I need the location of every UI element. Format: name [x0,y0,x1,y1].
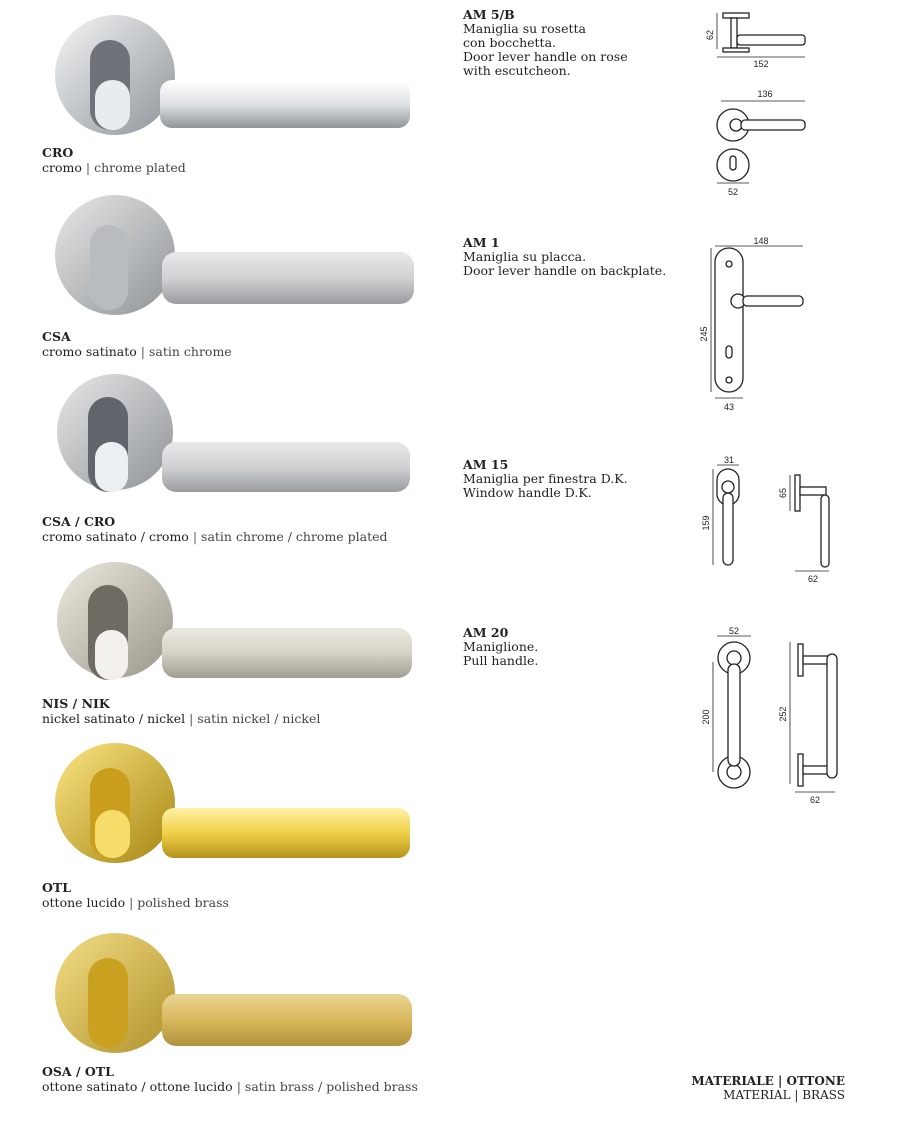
finish-name-en: polished brass [137,895,229,910]
handle-image-nis-nik [40,560,420,690]
finish-code: CSA [42,329,71,344]
drawing-am20 [695,624,845,809]
finish-code: CRO [42,145,74,160]
model-am1 [463,236,683,278]
finish-label-csa: CSA cromo satinato | satin chrome [42,329,232,359]
material-it: MATERIALE | OTTONE [691,1074,845,1088]
model-desc-line: with escutcheon. [463,63,571,78]
model-desc-line: Pull handle. [463,653,539,668]
handle-image-cro [40,10,420,140]
model-desc-line: Maniglia su rosetta [463,21,586,36]
dim-length: 252 [778,706,788,722]
dim-length: 152 [753,59,769,69]
finish-name-en: satin nickel / nickel [197,711,321,726]
finish-name-it: cromo satinato / cromo [42,529,189,544]
dim-height: 200 [701,709,711,725]
handle-image-csa-cro [40,372,420,502]
finish-name-it: cromo satinato [42,344,137,359]
finish-label-otl: OTL ottone lucido | polished brass [42,880,229,910]
dim-height: 245 [699,326,709,342]
model-am20 [463,626,683,668]
finish-name-en: satin brass / polished brass [244,1079,418,1094]
handle-image-otl [40,738,420,868]
dim-width: 148 [753,236,769,246]
finish-label-osa-otl: OSA / OTL ottone satinato / ottone lucido | satin brass / polished brass [42,1064,418,1094]
handle-image-osa-otl [40,928,420,1058]
model-am5b [463,8,683,78]
drawing-am1 [695,234,825,414]
finish-label-cro: CRO cromo | chrome plated [42,145,186,175]
model-am15 [463,458,683,500]
finish-code: OTL [42,880,71,895]
dim-width: 31 [723,455,735,465]
drawing-am15 [695,455,845,585]
finish-name-en: satin chrome / chrome plated [201,529,388,544]
model-code: AM 1 [463,235,500,250]
model-desc-line: Door lever handle on rose [463,49,628,64]
finish-code: CSA / CRO [42,514,116,529]
model-code: AM 15 [463,457,509,472]
finish-name-it: cromo [42,160,82,175]
dim-height: 62 [705,29,715,41]
finish-label-csa-cro: CSA / CRO cromo satinato / cromo | satin chrome / chrome plated [42,514,388,544]
model-desc-line: Window handle D.K. [463,485,592,500]
dim-depth: 65 [778,487,788,499]
finish-name-en: chrome plated [94,160,186,175]
model-code: AM 20 [463,625,509,640]
material-en: MATERIAL | BRASS [723,1088,845,1102]
model-desc-line: Maniglia su placca. [463,249,587,264]
dim-escutcheon: 52 [727,187,739,195]
model-desc-line: con bocchetta. [463,35,556,50]
finish-name-it: ottone satinato / ottone lucido [42,1079,233,1094]
material-footer [691,1074,845,1102]
finish-code: OSA / OTL [42,1064,114,1079]
handle-image-csa [40,190,420,320]
model-desc-line: Door lever handle on backplate. [463,263,667,278]
dim-height: 159 [701,515,711,531]
finish-name-it: ottone lucido [42,895,126,910]
model-desc-line: Maniglia per finestra D.K. [463,471,628,486]
model-code: AM 5/B [463,7,515,22]
finish-name-it: nickel satinato / nickel [42,711,186,726]
drawing-am5b [695,5,825,195]
dim-width: 136 [757,89,773,99]
dim-depth: 62 [809,795,821,805]
finish-label-nis-nik: NIS / NIK nickel satinato / nickel | satin nickel / nickel [42,696,321,726]
dim-side: 62 [807,574,819,584]
finish-code: NIS / NIK [42,696,110,711]
dim-plate: 43 [723,402,735,412]
model-desc-line: Maniglione. [463,639,539,654]
dim-width: 52 [728,626,740,636]
finish-name-en: satin chrome [148,344,232,359]
